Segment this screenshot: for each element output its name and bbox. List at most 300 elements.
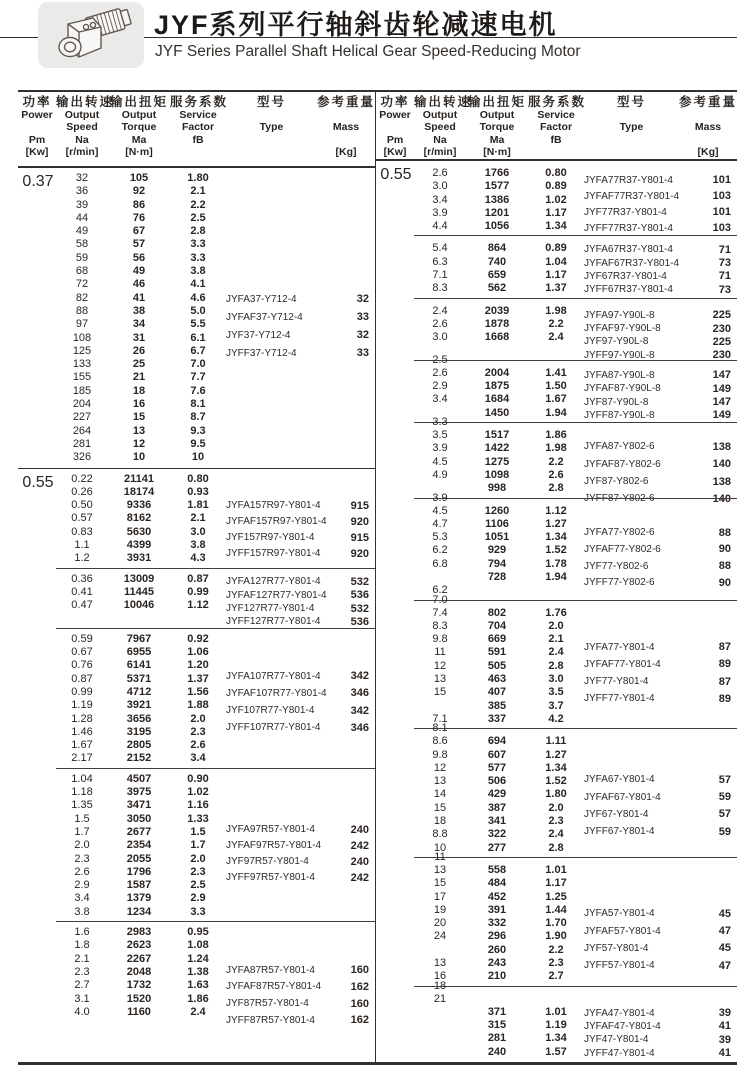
factor-cell: 1.41 (545, 366, 567, 379)
factor-cell: 1.02 (545, 193, 567, 206)
mass-value: 160 (350, 964, 369, 977)
header-line: Ma (489, 133, 505, 146)
type-label: JYF87-Y802-6 (584, 476, 649, 488)
torque-cell: 1098 (484, 468, 510, 481)
type-label: JYFF37-Y712-4 (226, 347, 297, 359)
type-row (584, 806, 737, 823)
spec-row (18, 799, 375, 812)
spec-row (376, 607, 737, 620)
type-label: JYFAF77-Y801-4 (584, 658, 661, 670)
mass-value: 240 (350, 823, 369, 836)
torque-cell: 1520 (126, 992, 152, 1005)
row-pad (18, 839, 56, 852)
type-label: JYFF77-Y801-4 (584, 693, 655, 705)
speed-cell: 14 (433, 788, 447, 801)
mass-value: 536 (350, 615, 369, 628)
torque-cell: 2055 (126, 852, 152, 865)
type-row (584, 788, 737, 805)
type-list (226, 290, 375, 362)
row-pad (18, 358, 56, 371)
torque-cell: 506 (487, 775, 507, 788)
speed-cell: 18 (433, 815, 447, 828)
torque-cell: 2048 (126, 965, 152, 978)
factor-cell: 2.4 (548, 646, 564, 659)
mass-value: 101 (712, 206, 731, 219)
row-pad (18, 786, 56, 799)
speed-cell: 2.6 (432, 317, 448, 330)
header-line: Power (21, 108, 53, 121)
speed-cell: 39 (75, 198, 89, 211)
factor-cell: 2.7 (548, 970, 564, 983)
header-line: 功率 (22, 95, 52, 109)
type-row (584, 638, 737, 655)
ratio-block (18, 469, 375, 569)
type-label: JYFA87-Y90L-8 (584, 369, 655, 381)
spec-row (18, 212, 375, 225)
speed-cell: 4.0 (74, 1005, 90, 1018)
type-label: JYFA87R57-Y801-4 (226, 964, 315, 976)
type-row (226, 546, 375, 562)
speed-cell: 17 (433, 890, 447, 903)
type-list (226, 667, 375, 736)
factor-cell (528, 993, 584, 1006)
row-pad (376, 407, 414, 420)
row-pad (18, 332, 56, 345)
speed-cell: 32 (75, 172, 89, 184)
header-line: [N·m] (483, 146, 511, 159)
torque-cell: 2267 (126, 952, 152, 965)
mass-value: 39 (718, 1033, 731, 1046)
torque-cell: 41 (132, 291, 146, 304)
mass-value: 346 (350, 687, 369, 700)
factor-cell (528, 345, 584, 358)
factor-cell: 1.76 (545, 606, 567, 619)
factor-cell: 1.86 (187, 992, 209, 1005)
type-row (584, 673, 737, 690)
factor-cell: 1.37 (187, 672, 209, 685)
row-pad (18, 586, 56, 599)
mass-value: 225 (712, 309, 731, 322)
factor-cell: 6.1 (190, 331, 206, 344)
lead-speed-value: 3.3 (432, 416, 448, 429)
row-pad (18, 906, 56, 919)
spec-row (18, 425, 375, 438)
factor-cell: 2.0 (190, 712, 206, 725)
speed-cell: 2.3 (74, 965, 90, 978)
speed-cell: 4.9 (432, 468, 448, 481)
torque-cell: 3931 (126, 552, 152, 565)
type-row (584, 823, 737, 840)
mass-value: 162 (350, 980, 369, 993)
factor-cell: 1.02 (187, 786, 209, 799)
speed-cell: 1.7 (74, 825, 90, 838)
speed-cell: 3.4 (432, 393, 448, 406)
factor-cell: 1.52 (545, 775, 567, 788)
torque-cell: 505 (487, 659, 507, 672)
row-pad (18, 573, 56, 586)
type-row (584, 409, 737, 422)
torque-cell: 371 (487, 1005, 507, 1018)
row-pad (376, 318, 414, 331)
factor-cell: 6.7 (190, 344, 206, 357)
row-pad (376, 646, 414, 659)
type-row (584, 524, 737, 541)
mass-value: 920 (350, 547, 369, 560)
type-label: JYFF157R97-Y801-4 (226, 548, 321, 560)
column-header-mass (679, 96, 737, 159)
header-line: [N·m] (125, 146, 153, 159)
speed-cell: 3.4 (432, 193, 448, 206)
mass-value: 103 (712, 190, 731, 203)
speed-cell: 155 (72, 371, 92, 384)
mass-value: 138 (712, 440, 731, 453)
ratio-block (376, 979, 737, 1062)
torque-cell: 1201 (484, 206, 510, 219)
row-pad (376, 930, 414, 943)
mass-value: 88 (718, 526, 731, 539)
torque-cell: 929 (487, 544, 507, 557)
torque-cell: 1450 (484, 406, 510, 419)
spec-row (18, 411, 375, 424)
row-pad (18, 486, 56, 499)
type-list (226, 962, 375, 1029)
torque-cell: 704 (487, 619, 507, 632)
row-pad (18, 292, 56, 305)
mass-value: 147 (712, 396, 731, 409)
speed-cell: 3.1 (74, 992, 90, 1005)
torque-cell: 277 (487, 841, 507, 854)
header-line (528, 146, 584, 159)
speed-cell (56, 613, 108, 626)
lead-speed-value: 18 (433, 979, 447, 992)
row-pad (376, 584, 414, 597)
mass-value: 39 (718, 1007, 731, 1020)
type-row (584, 283, 737, 296)
torque-cell: 2039 (484, 304, 510, 317)
row-pad (376, 828, 414, 841)
speed-cell: 8.3 (432, 619, 448, 632)
torque-cell: 1275 (484, 455, 510, 468)
type-label: JYFA77-Y802-6 (584, 527, 655, 539)
mass-value: 147 (712, 369, 731, 382)
spec-row (18, 438, 375, 451)
power-section (18, 468, 375, 1062)
lead-speed-value: 3.9 (432, 491, 448, 504)
factor-cell: 1.34 (545, 531, 567, 544)
type-row (584, 188, 737, 204)
type-label: JYF67R37-Y801-4 (584, 270, 667, 282)
type-row (226, 602, 375, 615)
speed-cell: 1.46 (71, 725, 93, 738)
torque-cell: 322 (487, 828, 507, 841)
spec-row (18, 786, 375, 799)
torque-cell: 1056 (484, 220, 510, 233)
factor-cell: 7.6 (190, 384, 206, 397)
speed-cell: 326 (72, 451, 92, 464)
type-label: JYFA77R37-Y801-4 (584, 174, 673, 186)
header-line: Na (433, 133, 447, 146)
torque-cell: 1732 (126, 979, 152, 992)
factor-cell (170, 613, 226, 626)
row-pad (376, 544, 414, 557)
mass-value: 342 (350, 704, 369, 717)
torque-cell: 1577 (484, 180, 510, 193)
row-pad (18, 411, 56, 424)
torque-cell: 26 (132, 344, 146, 357)
header-line: [Kw] (25, 146, 49, 159)
torque-cell: 3471 (126, 799, 152, 812)
mass-value: 103 (712, 222, 731, 235)
type-row (226, 530, 375, 546)
speed-cell: 0.36 (71, 572, 93, 585)
factor-cell: 2.2 (190, 198, 206, 211)
factor-cell: 2.0 (190, 852, 206, 865)
speed-cell: 2.6 (432, 366, 448, 379)
ratio-block (376, 850, 737, 987)
mass-value: 47 (718, 959, 731, 972)
speed-cell: 68 (75, 265, 89, 278)
factor-cell: 5.0 (190, 304, 206, 317)
row-pad (376, 442, 414, 455)
ratio-block (18, 629, 375, 769)
mass-value: 88 (718, 560, 731, 572)
mass-value: 230 (712, 349, 731, 362)
type-list (584, 638, 737, 707)
ratio-block (18, 168, 375, 468)
header-line: [Kg] (335, 146, 357, 159)
factor-cell: 2.1 (190, 512, 206, 525)
row-pad (376, 633, 414, 646)
speed-cell: 11 (434, 646, 446, 659)
type-label: JYFF77R37-Y801-4 (584, 222, 673, 234)
row-pad (18, 512, 56, 525)
type-label: JYFA37-Y712-4 (226, 293, 297, 305)
row-pad (376, 713, 414, 726)
header-line (584, 146, 679, 159)
power-value: 0.55 (380, 165, 412, 183)
header-line: Power (379, 108, 411, 121)
factor-cell: 2.3 (190, 725, 206, 738)
type-list (226, 498, 375, 562)
torque-cell: 1160 (127, 1005, 151, 1018)
speed-cell: 1.67 (71, 739, 93, 752)
torque-cell: 49 (132, 265, 146, 278)
speed-cell: 3.0 (432, 180, 448, 193)
spec-row (376, 620, 737, 633)
header-line: 型号 (616, 95, 646, 109)
type-list (226, 575, 375, 628)
header-line (226, 109, 317, 122)
type-label: JYFAF37-Y712-4 (226, 311, 303, 323)
torque-cell: 1766 (484, 166, 510, 179)
header-line: Ma (131, 133, 147, 146)
mass-value: 138 (712, 475, 731, 488)
speed-cell: 6.3 (432, 255, 448, 268)
torque-cell: 1517 (484, 429, 510, 442)
type-row (226, 589, 375, 602)
row-pad (376, 864, 414, 877)
table-group-left (18, 92, 375, 1062)
speed-cell: 9.8 (432, 748, 448, 761)
type-row (226, 838, 375, 854)
speed-cell: 6.2 (432, 544, 448, 557)
row-pad (18, 879, 56, 892)
factor-cell: 2.4 (190, 1005, 206, 1018)
type-label: JYFF87-Y90L-8 (584, 409, 655, 421)
ratio-block (376, 593, 737, 730)
row-pad (376, 620, 414, 633)
row-pad (18, 172, 56, 185)
type-row (584, 395, 737, 408)
speed-cell: 4.7 (432, 517, 448, 530)
row-pad (376, 749, 414, 762)
row-pad (18, 318, 56, 331)
row-pad (18, 398, 56, 411)
row-pad (376, 904, 414, 917)
power-section (18, 168, 375, 468)
factor-cell: 3.0 (190, 525, 206, 538)
factor-cell: 1.94 (545, 570, 567, 583)
row-pad (376, 1032, 414, 1045)
factor-cell: 1.27 (545, 517, 567, 530)
speed-cell: 7.4 (432, 606, 448, 619)
spec-row (376, 891, 737, 904)
torque-cell: 728 (487, 570, 507, 583)
type-row (226, 667, 375, 684)
speed-cell: 6.8 (432, 557, 448, 570)
torque-cell: 21 (132, 371, 146, 384)
mass-value: 47 (718, 925, 731, 938)
header-line: 服务系数 (528, 95, 587, 109)
row-pad (18, 826, 56, 839)
header-line: Type (259, 121, 284, 134)
header-line (584, 134, 679, 147)
mass-value: 149 (712, 382, 731, 395)
row-pad (376, 242, 414, 255)
torque-cell: 105 (129, 172, 149, 184)
mass-value: 73 (718, 283, 731, 296)
factor-cell: 1.44 (545, 903, 567, 916)
row-pad (376, 842, 414, 855)
type-row (226, 1012, 375, 1029)
factor-cell: 2.1 (548, 633, 564, 646)
mass-value: 89 (718, 692, 731, 705)
torque-cell: 484 (487, 877, 507, 890)
torque-cell: 1668 (484, 331, 510, 344)
row-pad (18, 646, 56, 659)
speed-cell (414, 571, 466, 584)
torque-cell: 18174 (123, 485, 155, 498)
torque-cell: 3050 (126, 812, 152, 825)
torque-cell: 591 (487, 646, 507, 659)
speed-cell: 5.3 (432, 531, 448, 544)
factor-cell: 2.8 (548, 482, 564, 495)
type-label: JYF97R57-Y801-4 (226, 856, 309, 868)
factor-cell: 2.6 (190, 739, 206, 752)
speed-cell: 0.47 (71, 599, 93, 612)
header-line (317, 134, 375, 147)
type-label: JYFF97-Y90L-8 (584, 349, 655, 361)
torque-cell: 385 (487, 699, 507, 712)
spec-row (18, 398, 375, 411)
type-label: JYFAF77R37-Y801-4 (584, 190, 680, 202)
speed-cell: 1.19 (71, 699, 93, 712)
speed-cell: 49 (75, 225, 89, 238)
type-row (226, 962, 375, 979)
row-pad (18, 953, 56, 966)
factor-cell: 1.70 (545, 917, 567, 930)
type-label: JYF57-Y801-4 (584, 942, 649, 954)
type-label: JYF77-Y802-6 (584, 560, 649, 572)
mass-value: 140 (712, 458, 731, 471)
speed-cell: 3.8 (74, 905, 90, 918)
factor-cell: 1.86 (545, 429, 567, 442)
torque-cell: 1051 (484, 531, 510, 544)
type-row (584, 322, 737, 335)
table-group-right (375, 92, 737, 1062)
factor-cell: 4.3 (190, 552, 206, 565)
type-label: JYFA87-Y802-6 (584, 441, 655, 453)
torque-cell: 76 (132, 211, 146, 224)
torque-cell: 802 (487, 606, 507, 619)
row-pad (18, 265, 56, 278)
column-header-speed (414, 95, 473, 159)
type-list (226, 822, 375, 886)
mass-value: 915 (350, 499, 369, 512)
type-label: JYFA67R37-Y801-4 (584, 244, 673, 256)
type-row (226, 854, 375, 870)
speed-cell: 1.18 (71, 786, 93, 799)
row-pad (376, 469, 414, 482)
power-section (376, 161, 737, 1062)
power-value: 0.55 (22, 473, 54, 491)
speed-cell: 227 (72, 411, 92, 424)
type-label: JYFAF47-Y801-4 (584, 1020, 661, 1032)
speed-cell: 1.6 (74, 926, 90, 939)
type-row (584, 690, 737, 707)
speed-cell (414, 1046, 466, 1059)
factor-cell: 1.33 (187, 812, 209, 825)
header-line: 参考重量 (679, 95, 738, 109)
torque-cell: 864 (487, 242, 507, 255)
spec-row (376, 749, 737, 762)
spec-row (18, 199, 375, 212)
row-pad (18, 252, 56, 265)
row-pad (18, 212, 56, 225)
type-row (226, 498, 375, 514)
row-pad (18, 966, 56, 979)
speed-cell: 125 (72, 344, 92, 357)
torque-cell: 6141 (126, 659, 152, 672)
page-title: JYF系列平行轴斜齿轮减速电机 (154, 10, 558, 40)
header-line: 型号 (256, 95, 286, 109)
factor-cell: 1.37 (545, 282, 567, 295)
type-row (584, 243, 737, 256)
factor-cell: 3.3 (190, 251, 206, 264)
factor-cell: 2.3 (548, 815, 564, 828)
row-pad (376, 505, 414, 518)
row-pad (18, 539, 56, 552)
spec-row (18, 385, 375, 398)
factor-cell: 2.6 (548, 468, 564, 481)
mass-value: 90 (718, 576, 731, 589)
speed-cell: 2.17 (71, 752, 93, 765)
speed-cell: 59 (75, 251, 89, 264)
row-pad (376, 686, 414, 699)
torque-cell: 15 (132, 411, 146, 424)
header-line: 输出转速 (414, 95, 473, 109)
ratio-block (18, 569, 375, 629)
